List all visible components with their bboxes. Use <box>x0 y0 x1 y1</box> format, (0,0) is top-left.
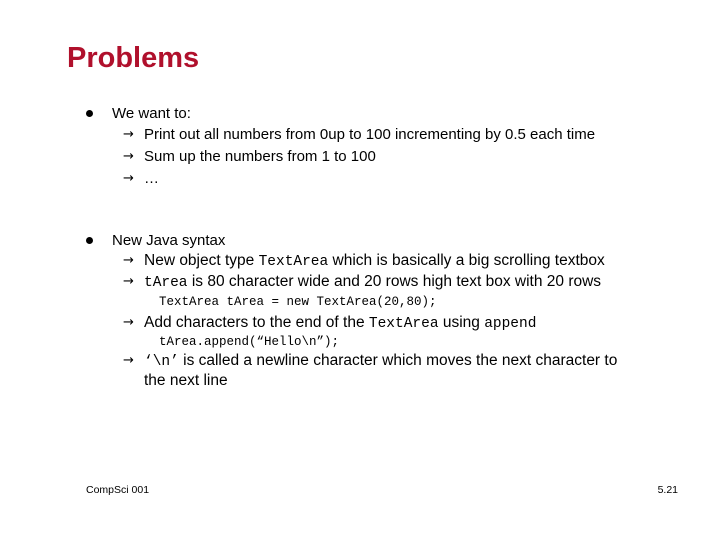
arrow-icon: → <box>123 171 134 186</box>
subitem-newline <box>144 351 617 372</box>
arrow-icon: → <box>123 149 134 164</box>
code-inline: append <box>484 316 537 332</box>
bullet-dot <box>86 110 93 117</box>
subitem-text: New object type <box>144 252 259 269</box>
arrow-icon: → <box>123 274 134 289</box>
code-inline: TextArea <box>368 316 439 332</box>
subitem-text: Add characters to the end of the <box>144 314 369 331</box>
subitem-sum-numbers: Sum up the numbers from 1 to 100 <box>144 148 376 165</box>
code-inline: ‘\n’ <box>144 354 179 370</box>
code-inline: TextArea <box>258 254 329 270</box>
subitem-textarea-type <box>144 251 605 272</box>
subitem-newline-continued: the next line <box>144 372 228 389</box>
subitem-append <box>144 313 536 334</box>
subitem-text: which is basically a big scrolling textbox <box>328 252 605 269</box>
bullet-heading-java-syntax: New Java syntax <box>112 232 226 249</box>
slide-title: Problems <box>67 42 200 74</box>
code-line-constructor: TextArea tArea = new TextArea(20,80); <box>159 295 437 309</box>
subitem-text: using <box>438 314 485 331</box>
bullet-heading-want: We want to: <box>112 105 191 122</box>
subitem-text: is 80 character wide and 20 rows high text box with 20 rows <box>187 273 602 290</box>
footer-course: CompSci 001 <box>86 484 150 496</box>
subitem-print-numbers: Print out all numbers from 0up to 100 incrementing by 0.5 each time <box>144 126 596 143</box>
subitem-text: is called a newline character which moves the next character to <box>178 352 618 369</box>
arrow-icon: → <box>123 315 134 330</box>
arrow-icon: → <box>123 253 134 268</box>
footer-page-number: 5.21 <box>657 484 678 496</box>
code-line-append: tArea.append(“Hello\n”); <box>159 335 340 349</box>
bullet-dot <box>86 237 93 244</box>
arrow-icon: → <box>123 353 134 368</box>
subitem-textarea-size <box>144 272 601 293</box>
code-inline: tArea <box>144 275 188 291</box>
subitem-ellipsis: … <box>144 170 159 187</box>
arrow-icon: → <box>123 127 134 142</box>
